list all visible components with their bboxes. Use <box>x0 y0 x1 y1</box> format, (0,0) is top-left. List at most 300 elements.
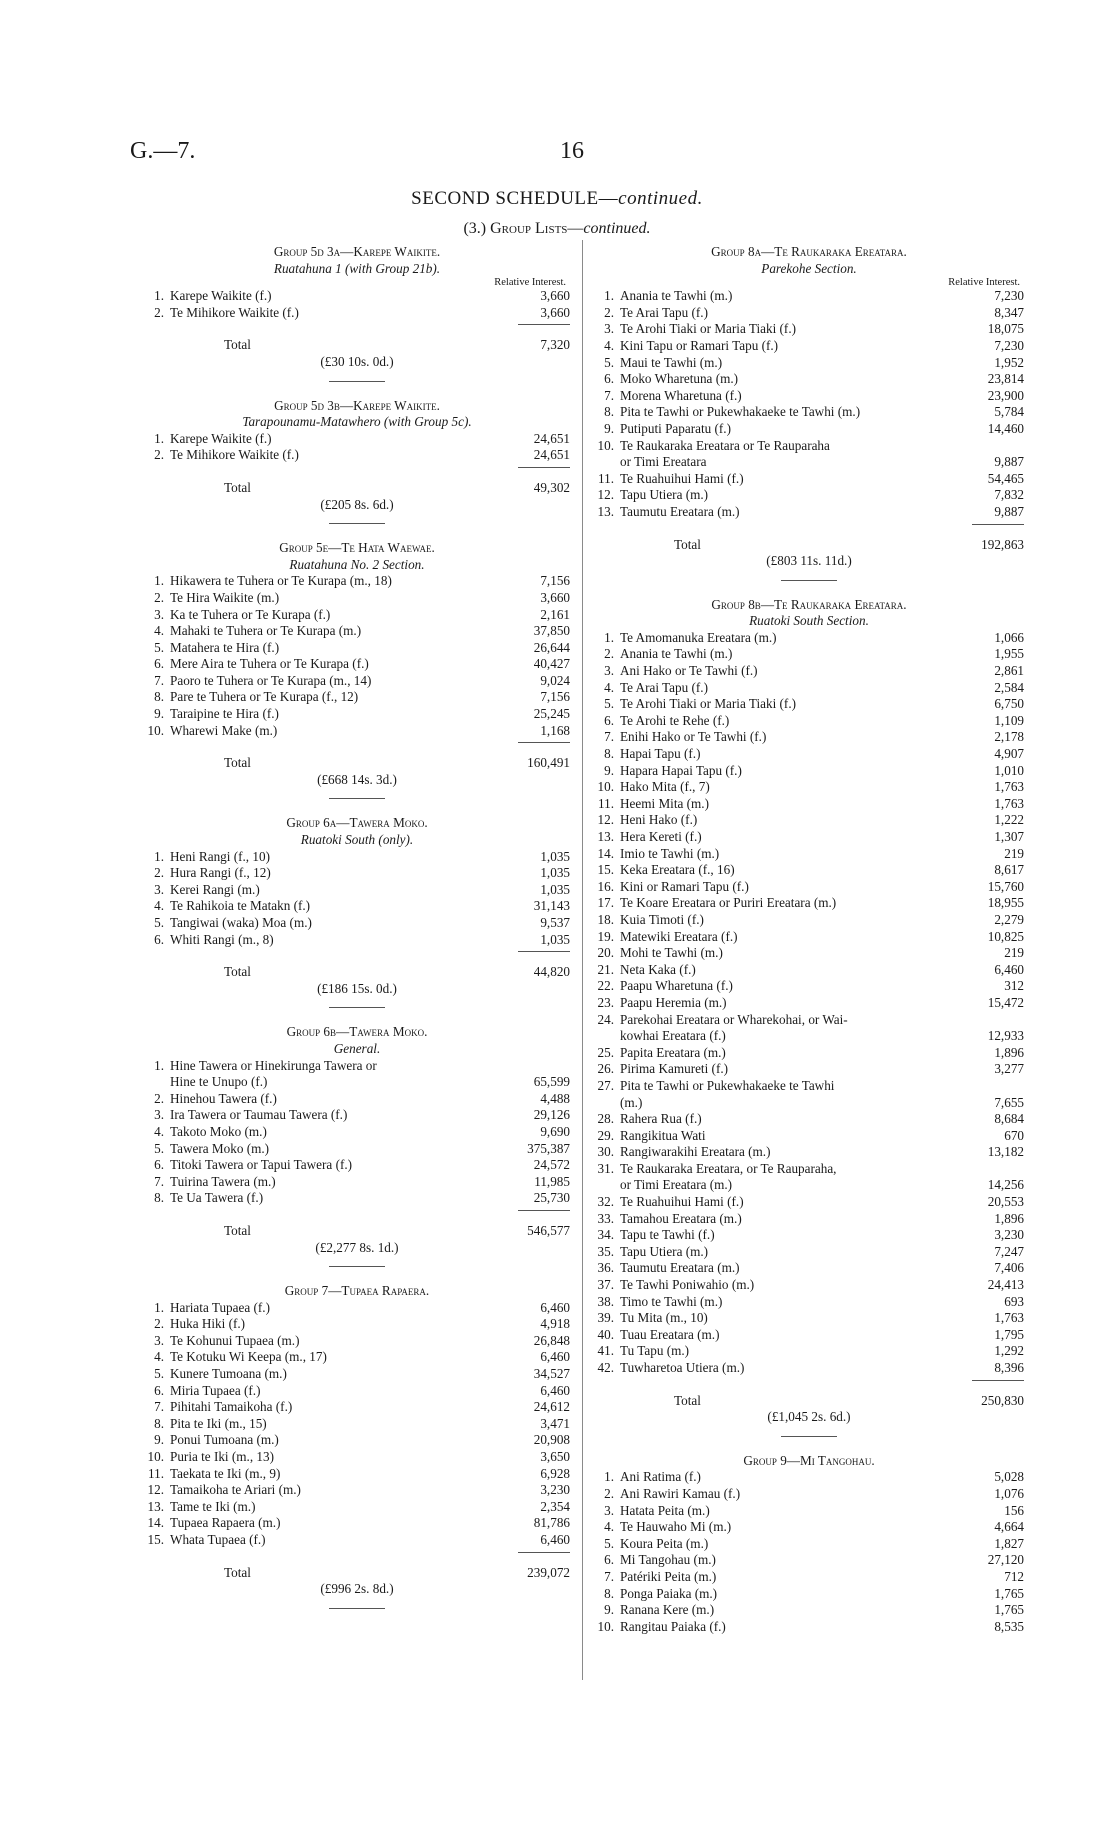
person-name: Te Raukaraka Ereatara, or Te Rauparaha, <box>620 1160 837 1176</box>
relative-interest-value: 9,024 <box>540 672 570 688</box>
row-number: 10. <box>147 722 164 738</box>
relative-interest-value: 1,307 <box>994 829 1024 844</box>
relative-interest-value: 6,460 <box>540 1299 570 1315</box>
person-name: Mohi te Tawhi (m.) <box>620 945 723 961</box>
row-number: 5. <box>604 1535 614 1551</box>
table-row <box>144 1383 570 1400</box>
table-row <box>144 898 570 915</box>
table-row <box>594 371 1024 388</box>
relative-interest-value: 8,396 <box>994 1360 1024 1375</box>
row-number: 10. <box>597 1618 614 1634</box>
total-value: 239,072 <box>527 1564 570 1580</box>
row-number: 7. <box>154 672 164 688</box>
person-name: Keka Ereatara (f., 16) <box>620 862 735 878</box>
person-name: Te Ruahuihui Hami (f.) <box>620 1194 744 1210</box>
row-number: 27. <box>597 1077 614 1093</box>
relative-interest-value: 3,277 <box>994 1061 1024 1077</box>
relative-interest-value: 3,660 <box>540 304 570 320</box>
row-number: 2. <box>604 646 614 662</box>
relative-interest-value: 7,832 <box>994 487 1024 503</box>
row-number: 30. <box>597 1144 614 1160</box>
sum-line <box>518 742 570 743</box>
person-name: Anania te Tawhi (m.) <box>620 288 733 304</box>
row-number: 29. <box>597 1127 614 1143</box>
table-row <box>594 1277 1024 1294</box>
relative-interest-value: 9,537 <box>540 915 570 930</box>
row-number: 35. <box>597 1243 614 1259</box>
total-value: 192,863 <box>981 536 1024 552</box>
relative-interest-value: 219 <box>1004 945 1024 961</box>
relative-interest-value: 6,460 <box>540 1349 570 1365</box>
person-name: Huka Hiki (f.) <box>170 1316 246 1332</box>
table-row <box>594 729 1024 746</box>
relative-interest-value: 7,156 <box>540 573 570 589</box>
left-column <box>144 244 570 1609</box>
relative-interest-value: 1,010 <box>994 762 1024 778</box>
row-number: 4. <box>604 337 614 353</box>
relative-interest-value: 8,535 <box>994 1618 1024 1634</box>
row-number: 12. <box>597 812 614 828</box>
table-row <box>594 1469 1024 1486</box>
table-row <box>594 454 1024 471</box>
person-name: Te Rahikoia te Matakn (f.) <box>170 898 311 914</box>
person-name: Koura Peita (m.) <box>620 1535 709 1551</box>
table-row <box>594 1519 1024 1536</box>
table-row <box>144 1316 570 1333</box>
person-name: Ani Ratima (f.) <box>620 1469 701 1485</box>
relative-interest-value: 1,827 <box>994 1535 1024 1551</box>
row-number: 2. <box>154 447 164 463</box>
group-subtitle: Tarapounamu-Matawhero (with Group 5c). <box>242 414 472 430</box>
relative-interest-value: 9,887 <box>994 454 1024 470</box>
table-row <box>594 404 1024 421</box>
table-row <box>594 1012 1024 1029</box>
sum-line <box>972 524 1024 525</box>
table-row <box>594 680 1024 697</box>
person-name: Ani Rawiri Kamau (f.) <box>620 1485 741 1501</box>
person-name: Taumutu Ereatara (m.) <box>620 503 740 519</box>
schedule-title: SECOND SCHEDULE—continued. <box>411 188 703 209</box>
person-name: Whiti Rangi (m., 8) <box>170 931 274 947</box>
row-number: 1. <box>154 1299 164 1315</box>
person-name: Tamahou Ereatara (m.) <box>620 1210 742 1226</box>
person-name: Te Kohunui Tupaea (m.) <box>170 1332 300 1348</box>
relative-interest-value: 3,660 <box>540 589 570 605</box>
person-name: Hine Tawera or Hinekirunga Tawera or <box>170 1057 377 1073</box>
relative-interest-value: 20,553 <box>987 1194 1024 1210</box>
row-number: 1. <box>604 1469 614 1485</box>
relative-interest-value: 24,651 <box>533 430 570 446</box>
person-name: Wharewi Make (m.) <box>170 722 278 738</box>
relative-interest-value: 2,178 <box>994 729 1024 745</box>
person-name: Te Amomanuka Ereatara (m.) <box>620 629 777 645</box>
person-name: Te Ruahuihui Hami (f.) <box>620 470 744 486</box>
person-name: Tapu Utiera (m.) <box>620 1243 709 1259</box>
row-number: 33. <box>597 1210 614 1226</box>
relative-interest-value: 11,985 <box>534 1173 570 1189</box>
table-row <box>144 1499 570 1516</box>
person-name: Te Mihikore Waikite (f.) <box>170 447 299 463</box>
row-number: 32. <box>597 1194 614 1210</box>
row-number: 3. <box>154 1332 164 1348</box>
row-number: 14. <box>597 845 614 861</box>
group-title: Group 5d 3a—Karepe Waikite. <box>273 244 441 259</box>
person-name: Tangiwai (waka) Moa (m.) <box>170 915 312 930</box>
person-name: Papita Ereatara (m.) <box>620 1044 726 1060</box>
table-row <box>594 646 1024 663</box>
group-separator <box>781 580 837 581</box>
total-row <box>144 1565 570 1582</box>
table-row <box>594 995 1024 1012</box>
total-row <box>144 480 570 497</box>
person-name: Tapu te Tawhi (f.) <box>620 1227 715 1243</box>
person-name: Kunere Tumoana (m.) <box>170 1366 287 1382</box>
table-row <box>144 1141 570 1158</box>
money-value: (£186 15s. 0d.) <box>317 980 397 996</box>
table-row <box>594 763 1024 780</box>
relative-interest-value: 15,760 <box>987 878 1024 894</box>
table-row <box>594 1144 1024 1161</box>
row-number: 37. <box>597 1277 614 1293</box>
relative-interest-value: 1,955 <box>994 646 1024 662</box>
table-row <box>144 932 570 949</box>
relative-interest-value: 6,928 <box>540 1465 570 1481</box>
relative-interest-value: 1,109 <box>994 712 1024 728</box>
table-row <box>144 865 570 882</box>
row-number: 5. <box>604 354 614 370</box>
relative-interest-value: 312 <box>1004 978 1024 994</box>
person-name: Hikawera te Tuhera or Te Kurapa (m., 18) <box>170 573 392 589</box>
table-row <box>594 796 1024 813</box>
row-number: 5. <box>154 1366 164 1382</box>
table-row <box>594 321 1024 338</box>
person-name: Te Hira Waikite (m.) <box>170 589 280 605</box>
relative-interest-value: 3,230 <box>994 1227 1024 1243</box>
person-name: Putiputi Paparatu (f.) <box>620 420 731 436</box>
person-name: Mahaki te Tuhera or Te Kurapa (m.) <box>170 623 362 639</box>
relative-interest-value: 6,460 <box>994 961 1024 977</box>
group-subtitle: General. <box>333 1040 381 1056</box>
row-number: 4. <box>154 1349 164 1365</box>
person-name: Heni Hako (f.) <box>620 812 698 828</box>
person-name: Ponui Tumoana (m.) <box>170 1432 279 1448</box>
person-name: Hera Kereti (f.) <box>620 829 702 844</box>
row-number: 12. <box>597 487 614 503</box>
person-name: Rangiwarakihi Ereatara (m.) <box>620 1144 771 1160</box>
table-row <box>144 1432 570 1449</box>
table-row <box>594 1061 1024 1078</box>
row-number: 5. <box>604 696 614 712</box>
person-name: Whata Tupaea (f.) <box>170 1532 266 1547</box>
person-name: Taraipine te Hira (f.) <box>170 706 279 722</box>
row-number: 8. <box>604 1585 614 1601</box>
table-row <box>144 447 570 464</box>
total-value: 7,320 <box>540 337 570 353</box>
relative-interest-value: 8,684 <box>994 1111 1024 1127</box>
table-row <box>144 706 570 723</box>
table-row <box>594 1260 1024 1277</box>
table-row <box>594 388 1024 405</box>
table-row <box>594 945 1024 962</box>
table-row <box>594 1111 1024 1128</box>
relative-interest-value: 2,279 <box>994 911 1024 927</box>
row-number: 18. <box>597 911 614 927</box>
table-row <box>594 779 1024 796</box>
person-name: kowhai Ereatara (f.) <box>620 1028 726 1044</box>
row-number: 6. <box>154 1382 164 1398</box>
table-row <box>594 1211 1024 1228</box>
table-row <box>594 1095 1024 1112</box>
relative-interest-value: 23,900 <box>987 387 1024 403</box>
table-row <box>594 305 1024 322</box>
table-row <box>594 962 1024 979</box>
table-row <box>594 1327 1024 1344</box>
group-separator <box>329 523 385 524</box>
row-number: 34. <box>597 1227 614 1243</box>
table-row <box>594 1310 1024 1327</box>
row-number: 4. <box>154 898 164 914</box>
relative-interest-value: 219 <box>1004 845 1024 861</box>
row-number: 9. <box>604 420 614 436</box>
table-row <box>594 1503 1024 1520</box>
table-row <box>594 1294 1024 1311</box>
row-number: 12. <box>147 1482 164 1498</box>
table-row <box>144 882 570 899</box>
person-name: Tamaikoha te Ariari (m.) <box>170 1482 301 1498</box>
relative-interest-value: 5,028 <box>994 1469 1024 1485</box>
group-title: Group 6b—Tawera Moko. <box>286 1024 428 1040</box>
row-number: 42. <box>597 1360 614 1375</box>
person-name: Mere Aira te Tuhera or Te Kurapa (f.) <box>170 656 369 672</box>
row-number: 6. <box>604 712 614 728</box>
table-row <box>594 1244 1024 1261</box>
row-number: 1. <box>154 848 164 864</box>
group-subtitle: Ruatahuna 1 (with Group 21b). <box>273 260 441 276</box>
table-row <box>594 862 1024 879</box>
relative-interest-value: 6,460 <box>540 1532 570 1547</box>
relative-interest-value: 14,256 <box>987 1177 1024 1193</box>
relative-interest-value: 9,887 <box>994 503 1024 519</box>
relative-interest-value: 10,825 <box>987 928 1024 944</box>
table-row <box>144 1449 570 1466</box>
relative-interest-value: 156 <box>1004 1502 1024 1518</box>
relative-interest-value: 670 <box>1004 1127 1024 1143</box>
table-row <box>594 1343 1024 1360</box>
relative-interest-value: 1,896 <box>994 1044 1024 1060</box>
person-name: Karepe Waikite (f.) <box>170 430 272 446</box>
person-name: Mi Tangohau (m.) <box>620 1552 716 1568</box>
relative-interest-value: 1,168 <box>540 722 570 738</box>
group-title: Group 5d 3b—Karepe Waikite. <box>274 397 440 413</box>
row-number: 5. <box>154 1140 164 1156</box>
person-name: Parekohai Ereatara or Wharekohai, or Wai- <box>620 1011 848 1027</box>
right-column <box>594 244 1024 1635</box>
person-name: Pita te Tawhi or Pukewhakaeke te Tawhi <box>620 1077 835 1093</box>
person-name: Tawera Moko (m.) <box>170 1140 270 1156</box>
relative-interest-value: 23,814 <box>987 371 1024 387</box>
row-number: 21. <box>597 961 614 977</box>
person-name: Timo te Tawhi (m.) <box>620 1293 723 1309</box>
table-row <box>594 487 1024 504</box>
table-row <box>594 1486 1024 1503</box>
table-row <box>594 1569 1024 1586</box>
relative-interest-value: 34,527 <box>533 1366 570 1382</box>
group-subtitle: Ruatoki South Section. <box>749 613 869 629</box>
table-row <box>144 1482 570 1499</box>
table-row <box>144 1124 570 1141</box>
group-separator <box>329 798 385 799</box>
relative-interest-value: 1,035 <box>540 881 570 897</box>
sum-line <box>518 324 570 325</box>
group-separator <box>329 381 385 382</box>
document-reference: G.—7. <box>130 138 196 164</box>
table-row <box>144 1466 570 1483</box>
total-value: 250,830 <box>981 1392 1024 1408</box>
relative-interest-value: 6,460 <box>540 1382 570 1398</box>
relative-interest-value: 1,035 <box>540 931 570 947</box>
table-row <box>594 746 1024 763</box>
table-row <box>594 1078 1024 1095</box>
row-number: 8. <box>604 746 614 762</box>
money-value: (£2,277 8s. 1d.) <box>315 1239 399 1255</box>
row-number: 3. <box>154 606 164 622</box>
page-number: 16 <box>560 138 584 164</box>
total-row <box>594 1393 1024 1410</box>
person-name: Hapai Tapu (f.) <box>620 746 701 762</box>
total-label: Total <box>224 964 251 980</box>
table-row <box>144 590 570 607</box>
person-name: or Timi Ereatara (m.) <box>620 1177 733 1193</box>
row-number: 36. <box>597 1260 614 1276</box>
table-row <box>144 1349 570 1366</box>
group-title: Group 9—Mi Tangohau. <box>743 1452 875 1468</box>
person-name: Heemi Mita (m.) <box>620 795 709 811</box>
row-number: 2. <box>604 1485 614 1501</box>
table-row <box>144 689 570 706</box>
relative-interest-value: 24,612 <box>533 1399 570 1415</box>
person-name: or Timi Ereatara <box>620 454 707 470</box>
relative-interest-value: 26,644 <box>533 639 570 655</box>
group-subtitle: Ruatahuna No. 2 Section. <box>289 556 425 572</box>
person-name: Te Arohi Tiaki or Maria Tiaki (f.) <box>620 321 797 337</box>
table-row <box>144 607 570 624</box>
person-name: Rangitau Paiaka (f.) <box>620 1618 726 1634</box>
row-number: 20. <box>597 945 614 961</box>
table-row <box>144 1107 570 1124</box>
table-row <box>594 846 1024 863</box>
row-number: 1. <box>154 288 164 304</box>
person-name: Te Arohi te Rehe (f.) <box>620 712 730 728</box>
row-number: 5. <box>154 915 164 930</box>
group-subtitle: Ruatoki South (only). <box>300 832 414 848</box>
total-value: 49,302 <box>533 479 570 495</box>
table-row <box>594 288 1024 305</box>
row-number: 3. <box>154 881 164 897</box>
person-name: Moko Wharetuna (m.) <box>620 371 739 387</box>
row-number: 13. <box>597 503 614 519</box>
relative-interest-value: 20,908 <box>533 1432 570 1448</box>
person-name: Te Raukaraka Ereatara or Te Rauparaha <box>620 437 830 453</box>
table-row <box>594 812 1024 829</box>
table-row <box>144 723 570 740</box>
table-row <box>594 978 1024 995</box>
row-number: 25. <box>597 1044 614 1060</box>
person-name: (m.) <box>620 1094 643 1110</box>
person-name: Paoro te Tuhera or Te Kurapa (m., 14) <box>170 672 372 688</box>
person-name: Tuwharetoa Utiera (m.) <box>620 1360 745 1375</box>
row-number: 6. <box>604 1552 614 1568</box>
person-name: Tapu Utiera (m.) <box>620 487 709 503</box>
money-value: (£996 2s. 8d.) <box>320 1581 394 1597</box>
row-number: 31. <box>597 1160 614 1176</box>
row-number: 7. <box>604 1568 614 1584</box>
relative-interest-value: 25,245 <box>533 706 570 722</box>
person-name: Imio te Tawhi (m.) <box>620 845 720 861</box>
group-title: Group 7—Tupaea Rapaera. <box>284 1283 430 1299</box>
relative-interest-value: 1,765 <box>994 1585 1024 1601</box>
table-row <box>594 696 1024 713</box>
row-number: 1. <box>604 629 614 645</box>
group-title: Group 6a—Tawera Moko. <box>286 815 428 831</box>
table-row <box>144 288 570 305</box>
total-row <box>144 337 570 354</box>
table-row <box>594 1602 1024 1619</box>
row-number: 11. <box>148 1465 164 1481</box>
group-subtitle: Parekohe Section. <box>761 260 857 276</box>
relative-interest-value: 65,599 <box>533 1074 570 1090</box>
row-number: 7. <box>604 729 614 745</box>
group-title: Group 8a—Te Raukaraka Ereatara. <box>711 244 907 259</box>
row-number: 41. <box>597 1343 614 1359</box>
relative-interest-value: 81,786 <box>533 1515 570 1531</box>
person-name: Hura Rangi (f., 12) <box>170 865 271 881</box>
table-row <box>144 1190 570 1207</box>
relative-interest-value: 6,750 <box>994 696 1024 712</box>
relative-interest-value: 693 <box>1004 1293 1024 1309</box>
row-number: 3. <box>604 1502 614 1518</box>
person-name: Te Kotuku Wi Keepa (m., 17) <box>170 1349 327 1365</box>
person-name: Ira Tawera or Taumau Tawera (f.) <box>170 1107 348 1123</box>
person-name: Te Tawhi Poniwahio (m.) <box>620 1277 755 1293</box>
table-row <box>594 1194 1024 1211</box>
table-row <box>144 573 570 590</box>
person-name: Takoto Moko (m.) <box>170 1123 267 1139</box>
relative-interest-value: 3,471 <box>540 1415 570 1431</box>
table-row <box>594 630 1024 647</box>
person-name: Neta Kaka (f.) <box>620 961 696 977</box>
person-name: Tu Mita (m., 10) <box>620 1310 708 1326</box>
group-separator <box>329 1266 385 1267</box>
person-name: Enihi Hako or Te Tawhi (f.) <box>620 729 767 745</box>
relative-interest-value: 1,765 <box>994 1602 1024 1618</box>
table-row <box>594 1227 1024 1244</box>
person-name: Maui te Tawhi (m.) <box>620 354 723 370</box>
table-row <box>594 1128 1024 1145</box>
total-label: Total <box>224 1222 251 1238</box>
row-number: 3. <box>604 663 614 679</box>
table-row <box>144 1174 570 1191</box>
person-name: Pihitahi Tamaikoha (f.) <box>170 1399 293 1415</box>
row-number: 17. <box>597 895 614 911</box>
relative-interest-value: 8,617 <box>994 862 1024 878</box>
row-number: 38. <box>597 1293 614 1309</box>
person-name: Hatata Peita (m.) <box>620 1502 710 1518</box>
person-name: Kerei Rangi (m.) <box>170 881 260 897</box>
person-name: Patériki Peita (m.) <box>620 1568 717 1584</box>
relative-interest-value: 18,075 <box>987 321 1024 337</box>
row-number: 6. <box>154 656 164 672</box>
relative-interest-value: 24,572 <box>533 1157 570 1173</box>
